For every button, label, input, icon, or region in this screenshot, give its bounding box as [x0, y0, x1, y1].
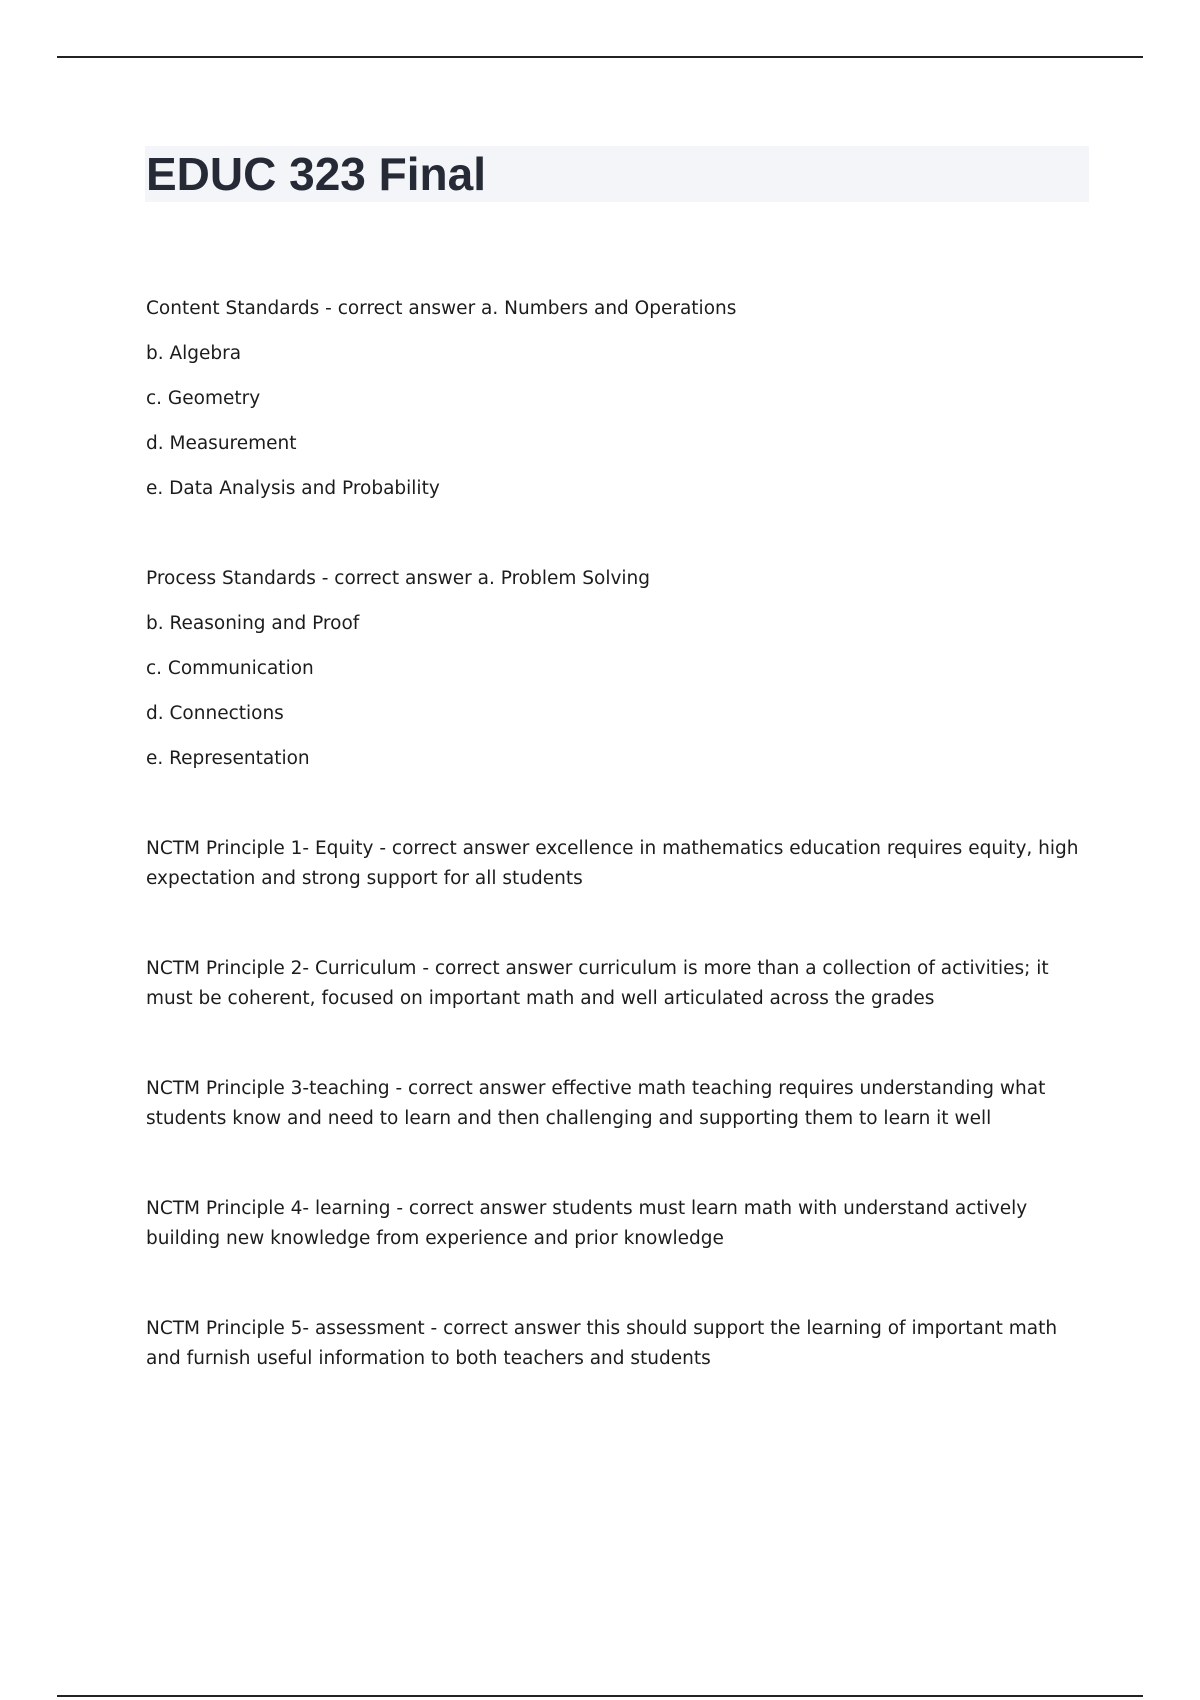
content-standards-option: e. Data Analysis and Probability [146, 478, 440, 499]
content-standards-option: c. Geometry [146, 388, 261, 409]
process-standards-option: b. Reasoning and Proof [146, 613, 360, 634]
principle-curriculum: NCTM Principle 2- Curriculum - correct answer curriculum is more than a collection of activities; it must be coherent, focused on important math and well articulated across the grades [146, 958, 1049, 1009]
process-standards-option: e. Representation [146, 748, 310, 769]
process-standards-question: Process Standards - correct answer a. Problem Solving [146, 568, 651, 589]
process-standards-option: c. Communication [146, 658, 314, 679]
process-standards-option: d. Connections [146, 703, 284, 724]
principle-teaching: NCTM Principle 3-teaching - correct answer effective math teaching requires understanding what students know and need to learn and then challenging and supporting them to learn it well [146, 1078, 1046, 1129]
document-title: EDUC 323 Final [146, 148, 486, 200]
principle-learning: NCTM Principle 4- learning - correct answer students must learn math with understand actively building new knowledge from experience and prior knowledge [146, 1198, 1028, 1249]
top-divider [57, 56, 1143, 58]
document-body [146, 294, 1086, 1434]
principle-assessment: NCTM Principle 5- assessment - correct answer this should support the learning of important math and furnish useful information to both teachers and students [146, 1318, 1058, 1369]
content-standards-question: Content Standards - correct answer a. Numbers and Operations [146, 298, 737, 319]
content-standards-option: b. Algebra [146, 343, 242, 364]
principle-equity: NCTM Principle 1- Equity - correct answer excellence in mathematics education requires equity, high expectation and strong support for all students [146, 838, 1079, 889]
bottom-divider [57, 1695, 1143, 1697]
content-standards-card [146, 294, 1086, 504]
process-standards-card [146, 564, 1086, 774]
content-standards-option: d. Measurement [146, 433, 297, 454]
